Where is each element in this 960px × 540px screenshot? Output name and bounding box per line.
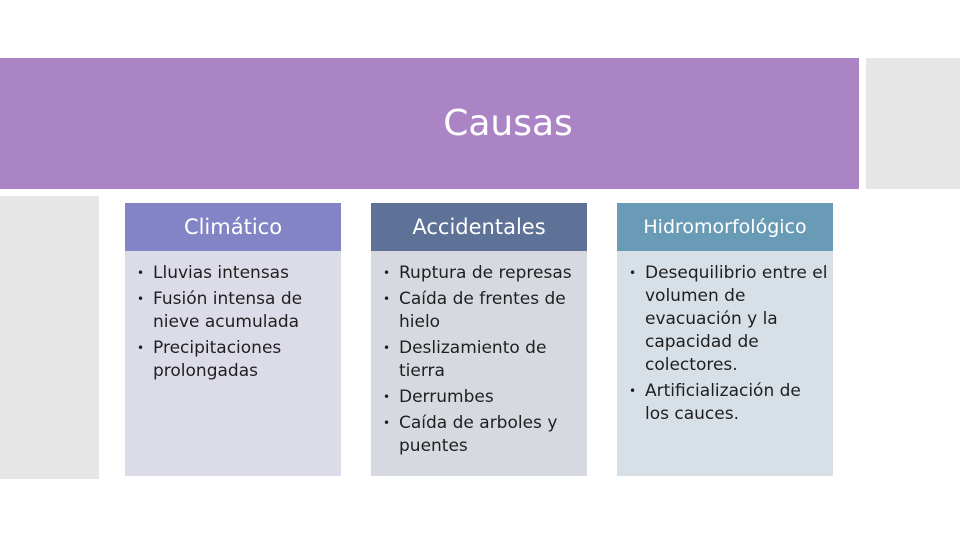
list-item — [131, 337, 337, 383]
list-item-text: Precipitaciones prolongadas — [153, 338, 282, 381]
bullet-icon: • — [383, 341, 391, 355]
bullet-list — [131, 262, 337, 383]
bullet-icon: • — [383, 292, 391, 306]
bullet-icon: • — [137, 292, 145, 306]
column-climatico — [125, 203, 341, 476]
list-item-text: Caída de frentes de hielo — [399, 289, 566, 332]
list-item — [377, 412, 583, 458]
left-decor-strip — [0, 196, 92, 479]
list-item — [377, 337, 583, 383]
list-item-text: Fusión intensa de nieve acumulada — [153, 289, 303, 332]
bullet-icon: • — [137, 266, 145, 280]
column-body — [371, 251, 587, 476]
bullet-icon: • — [383, 266, 391, 280]
bullet-icon: • — [383, 416, 391, 430]
bullet-icon: • — [629, 384, 637, 398]
list-item-text: Deslizamiento de tierra — [399, 338, 547, 381]
list-item — [131, 262, 337, 285]
column-heading: Accidentales — [371, 203, 587, 251]
bullet-list — [623, 262, 829, 426]
column-body — [125, 251, 341, 476]
bullet-icon: • — [137, 341, 145, 355]
column-accidentales — [371, 203, 587, 476]
list-item-text: Desequilibrio entre el volumen de evacuación y la capacidad de colectores. — [645, 263, 828, 375]
column-heading: Climático — [125, 203, 341, 251]
list-item — [131, 288, 337, 334]
column-heading: Hidromorfológico — [617, 203, 833, 251]
bullet-icon: • — [383, 390, 391, 404]
list-item — [377, 386, 583, 409]
list-item — [623, 380, 829, 426]
column-hidromorfologico — [617, 203, 833, 476]
list-item-text: Artificialización de los cauces. — [645, 381, 801, 424]
list-item-text: Lluvias intensas — [153, 263, 289, 283]
list-item-text: Ruptura de represas — [399, 263, 572, 283]
list-item — [377, 262, 583, 285]
slide-title: Causas — [443, 103, 573, 144]
list-item — [377, 288, 583, 334]
list-item-text: Caída de arboles y puentes — [399, 413, 558, 456]
bullet-icon: • — [629, 266, 637, 280]
bullet-list — [377, 262, 583, 458]
list-item-text: Derrumbes — [399, 387, 494, 407]
column-body — [617, 251, 833, 476]
list-item — [623, 262, 829, 377]
